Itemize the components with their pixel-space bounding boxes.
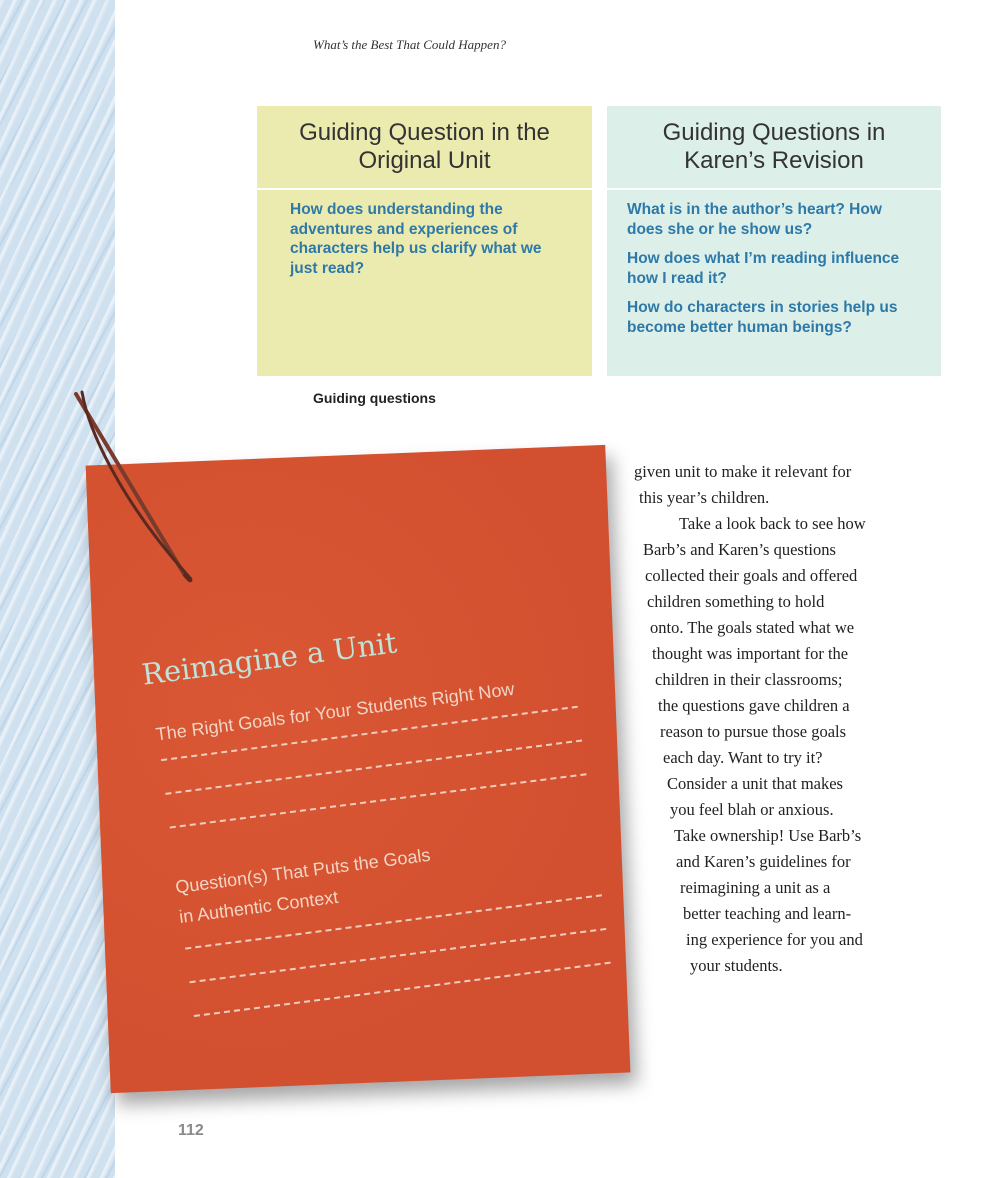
goals-label: The Right Goals for Your Students Right Now xyxy=(154,678,516,745)
revision-question: What is in the author’s heart? How does she or he show us? xyxy=(627,201,882,238)
body-line: each day. Want to try it? xyxy=(663,748,823,767)
original-unit-heading: Guiding Question in the Original Unit xyxy=(257,106,592,190)
questions-label-line-2: in Authentic Context xyxy=(177,886,340,928)
body-line: Take ownership! Use Barb’s xyxy=(674,826,862,845)
body-line: reimagining a unit as a xyxy=(680,878,831,897)
body-line: the questions gave children a xyxy=(658,696,850,715)
original-unit-box xyxy=(257,106,592,376)
card-title: Reimagine a Unit xyxy=(139,625,399,692)
original-question: How does understanding the adventures and experiences of characters help us clarify what we just read? xyxy=(290,201,542,277)
revision-question: How does what I’m reading influence how I read it? xyxy=(627,250,900,287)
body-line: reason to pursue those goals xyxy=(660,722,847,741)
body-line: better teaching and learn- xyxy=(683,904,852,923)
page-number: 112 xyxy=(178,1122,204,1139)
body-line: ing experience for you and xyxy=(686,930,863,949)
body-line: onto. The goals stated what we xyxy=(650,618,855,637)
revision-questions xyxy=(607,190,941,337)
revision-box xyxy=(607,106,941,376)
original-unit-questions xyxy=(257,190,592,278)
body-line: Barb’s and Karen’s questions xyxy=(643,540,836,559)
body-line: children in their classrooms; xyxy=(655,670,843,689)
body-line: you feel blah or anxious. xyxy=(670,800,834,819)
body-line: Take a look back to see how xyxy=(679,514,866,533)
body-text xyxy=(0,462,1000,1002)
body-line: this year’s children. xyxy=(639,488,770,507)
body-line: collected their goals and offered xyxy=(645,566,858,585)
questions-label-line-1: Question(s) That Puts the Goals xyxy=(174,844,432,898)
revision-question: How do characters in stories help us become better human beings? xyxy=(627,299,898,336)
body-line: children something to hold xyxy=(647,592,825,611)
body-line: and Karen’s guidelines for xyxy=(676,852,851,871)
body-line: given unit to make it relevant for xyxy=(634,462,852,481)
body-line: thought was important for the xyxy=(652,644,849,663)
revision-heading: Guiding Questions in Karen’s Revision xyxy=(607,106,941,190)
body-line: your students. xyxy=(690,956,783,975)
running-head: What’s the Best That Could Happen? xyxy=(313,37,506,52)
body-line: Consider a unit that makes xyxy=(667,774,843,793)
table-caption: Guiding questions xyxy=(313,390,436,406)
